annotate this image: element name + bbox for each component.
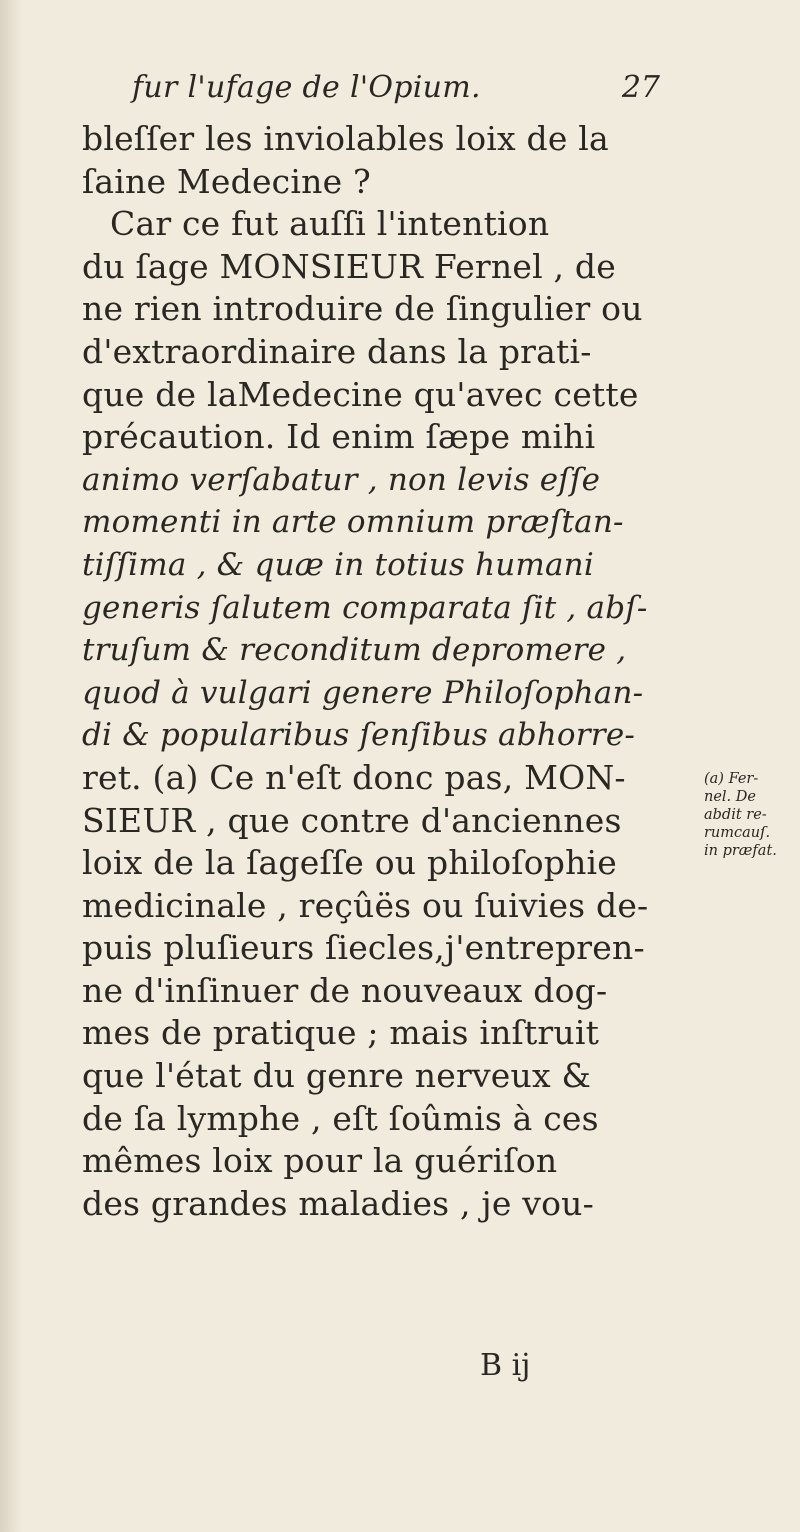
page-gutter-shadow bbox=[0, 0, 22, 1532]
text-line: du ſage MONSIEUR Fernel , de bbox=[82, 246, 616, 286]
text-line: loix de la ſageſſe ou philoſophie bbox=[82, 843, 618, 883]
text-line: tiſſima , & quæ in totius humani bbox=[82, 546, 594, 583]
page-header bbox=[120, 70, 660, 114]
text-line: di & popularibus ſenſibus abhorre- bbox=[82, 717, 636, 754]
text-line: de ſa lymphe , eſt ſoûmis à ces bbox=[82, 1098, 599, 1138]
text-line: animo verſabatur , non levis eſſe bbox=[82, 461, 601, 498]
text-line: mêmes loix pour la guériſon bbox=[82, 1141, 558, 1181]
text-line: précaution. Id enim ſæpe mihi bbox=[82, 417, 596, 457]
text-line: ſaine Medecine ? bbox=[82, 161, 371, 201]
running-head: fur l'ufage de l'Opium. bbox=[132, 70, 481, 105]
text-line: que de laMedecine qu'avec cette bbox=[82, 374, 639, 414]
text-line: ne d'inſinuer de nouveaux dog- bbox=[82, 970, 608, 1010]
text-line: mes de pratique ; mais inſtruit bbox=[82, 1013, 600, 1053]
text-line: generis ſalutem comparata ſit , abſ- bbox=[82, 589, 648, 626]
margin-note-line: (a) Fer- bbox=[704, 771, 759, 787]
text-line: momenti in arte omnium præſtan- bbox=[82, 504, 624, 541]
text-line: d'extraordinaire dans la prati- bbox=[82, 331, 592, 371]
text-line: quod à vulgari genere Philoſophan- bbox=[82, 674, 644, 711]
text-line: ret. (a) Ce n'eſt donc pas, MON- bbox=[82, 757, 626, 797]
text-line: bleſſer les inviolables loix de la bbox=[82, 119, 609, 158]
text-line: medicinale , reçûës ou ſuivies de- bbox=[82, 885, 649, 925]
margin-note-line: abdit re- bbox=[704, 807, 767, 823]
text-line: que l'état du genre nerveux & bbox=[82, 1056, 592, 1096]
margin-note-line: rumcauſ. bbox=[704, 825, 771, 841]
margin-note-line: in præfat. bbox=[704, 843, 777, 859]
body-text bbox=[82, 118, 662, 1225]
text-line: des grandes maladies , je vou- bbox=[82, 1183, 594, 1223]
margin-note bbox=[704, 770, 796, 860]
text-line: SIEUR , que contre d'anciennes bbox=[82, 800, 622, 840]
margin-note-line: nel. De bbox=[704, 789, 756, 805]
text-line: Car ce fut auſſi l'intention bbox=[110, 204, 550, 244]
text-line: ne rien introduire de ſingulier ou bbox=[82, 289, 643, 329]
text-line: truſum & reconditum depromere , bbox=[82, 632, 627, 669]
signature-mark: B ij bbox=[480, 1348, 531, 1383]
page-number: 27 bbox=[621, 70, 660, 105]
text-line: puis pluſieurs ſiecles,j'entrepren- bbox=[82, 928, 645, 968]
